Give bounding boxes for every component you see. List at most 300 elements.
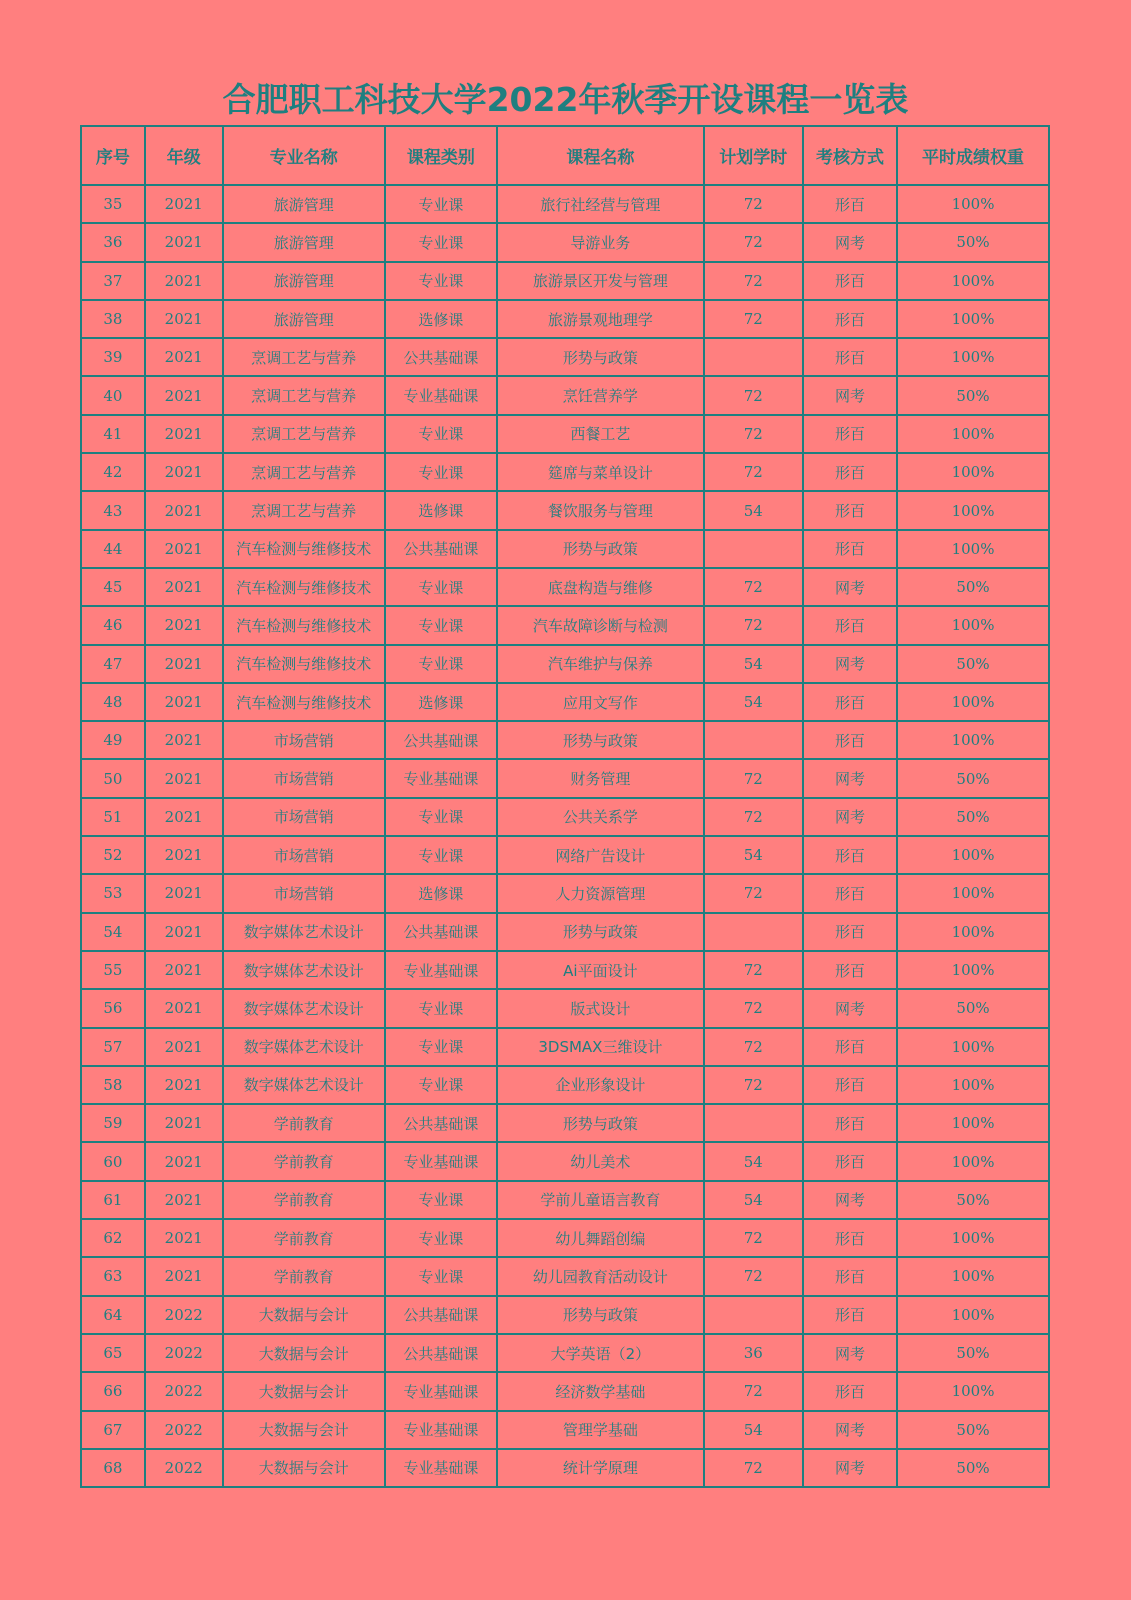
- cell-major: 学前教育: [223, 1181, 385, 1219]
- cell-index: 50: [81, 759, 145, 797]
- table-row: [81, 874, 1049, 912]
- cell-course-name: 形势与政策: [497, 1104, 704, 1142]
- table-row: [81, 951, 1049, 989]
- cell-course-name: 形势与政策: [497, 530, 704, 568]
- cell-weight: 50%: [897, 798, 1049, 836]
- cell-index: 61: [81, 1181, 145, 1219]
- table-row: [81, 1372, 1049, 1410]
- cell-major: 学前教育: [223, 1104, 385, 1142]
- header-course-name: 课程名称: [497, 126, 704, 185]
- cell-weight: 100%: [897, 606, 1049, 644]
- cell-grade: 2021: [145, 262, 223, 300]
- cell-major: 学前教育: [223, 1257, 385, 1295]
- cell-weight: 100%: [897, 913, 1049, 951]
- header-weight: 平时成绩权重: [897, 126, 1049, 185]
- table-row: [81, 1104, 1049, 1142]
- cell-planned-hours: 72: [704, 606, 803, 644]
- table-row: [81, 913, 1049, 951]
- cell-index: 53: [81, 874, 145, 912]
- table-row: [81, 1334, 1049, 1372]
- cell-weight: 100%: [897, 530, 1049, 568]
- cell-category: 专业课: [385, 185, 497, 223]
- cell-category: 选修课: [385, 300, 497, 338]
- cell-weight: 100%: [897, 1296, 1049, 1334]
- cell-major: 烹调工艺与营养: [223, 491, 385, 529]
- cell-weight: 100%: [897, 415, 1049, 453]
- cell-weight: 50%: [897, 989, 1049, 1027]
- cell-major: 汽车检测与维修技术: [223, 568, 385, 606]
- cell-major: 市场营销: [223, 798, 385, 836]
- cell-grade: 2022: [145, 1411, 223, 1449]
- cell-major: 大数据与会计: [223, 1296, 385, 1334]
- table-row: [81, 300, 1049, 338]
- cell-major: 烹调工艺与营养: [223, 453, 385, 491]
- cell-index: 67: [81, 1411, 145, 1449]
- cell-index: 62: [81, 1219, 145, 1257]
- table-row: [81, 338, 1049, 376]
- cell-weight: 100%: [897, 1219, 1049, 1257]
- header-grade: 年级: [145, 126, 223, 185]
- cell-weight: 100%: [897, 874, 1049, 912]
- cell-planned-hours: 72: [704, 798, 803, 836]
- cell-index: 37: [81, 262, 145, 300]
- cell-major: 市场营销: [223, 721, 385, 759]
- table-row: [81, 759, 1049, 797]
- cell-assessment: 形百: [803, 415, 897, 453]
- cell-planned-hours: 36: [704, 1334, 803, 1372]
- cell-index: 39: [81, 338, 145, 376]
- cell-weight: 50%: [897, 1334, 1049, 1372]
- cell-course-name: 应用文写作: [497, 683, 704, 721]
- cell-assessment: 形百: [803, 1219, 897, 1257]
- cell-assessment: 形百: [803, 1142, 897, 1180]
- cell-category: 专业课: [385, 262, 497, 300]
- cell-assessment: 形百: [803, 721, 897, 759]
- cell-category: 选修课: [385, 491, 497, 529]
- cell-planned-hours: [704, 721, 803, 759]
- cell-weight: 100%: [897, 683, 1049, 721]
- cell-planned-hours: 72: [704, 1372, 803, 1410]
- cell-category: 专业课: [385, 1257, 497, 1295]
- cell-assessment: 网考: [803, 1334, 897, 1372]
- cell-major: 数字媒体艺术设计: [223, 1028, 385, 1066]
- cell-planned-hours: 72: [704, 568, 803, 606]
- table-row: [81, 1257, 1049, 1295]
- cell-planned-hours: 72: [704, 759, 803, 797]
- cell-weight: 100%: [897, 262, 1049, 300]
- cell-course-name: 旅游景观地理学: [497, 300, 704, 338]
- cell-course-name: 3DSMAX三维设计: [497, 1028, 704, 1066]
- cell-assessment: 网考: [803, 376, 897, 414]
- cell-grade: 2021: [145, 606, 223, 644]
- cell-planned-hours: 72: [704, 300, 803, 338]
- cell-weight: 50%: [897, 1411, 1049, 1449]
- cell-category: 专业课: [385, 568, 497, 606]
- table-row: [81, 1296, 1049, 1334]
- cell-index: 43: [81, 491, 145, 529]
- cell-grade: 2022: [145, 1334, 223, 1372]
- cell-grade: 2021: [145, 1066, 223, 1104]
- cell-weight: 100%: [897, 1372, 1049, 1410]
- cell-weight: 50%: [897, 1181, 1049, 1219]
- cell-grade: 2021: [145, 798, 223, 836]
- cell-grade: 2021: [145, 376, 223, 414]
- cell-planned-hours: 54: [704, 836, 803, 874]
- cell-assessment: 网考: [803, 568, 897, 606]
- cell-course-name: 经济数学基础: [497, 1372, 704, 1410]
- table-row: [81, 1411, 1049, 1449]
- cell-planned-hours: [704, 913, 803, 951]
- cell-assessment: 网考: [803, 759, 897, 797]
- cell-index: 40: [81, 376, 145, 414]
- cell-course-name: 汽车故障诊断与检测: [497, 606, 704, 644]
- cell-assessment: 形百: [803, 683, 897, 721]
- cell-category: 专业课: [385, 606, 497, 644]
- cell-weight: 100%: [897, 1142, 1049, 1180]
- cell-major: 大数据与会计: [223, 1411, 385, 1449]
- table-row: [81, 1142, 1049, 1180]
- cell-weight: 100%: [897, 1104, 1049, 1142]
- table-row: [81, 453, 1049, 491]
- cell-major: 旅游管理: [223, 262, 385, 300]
- cell-grade: 2021: [145, 530, 223, 568]
- cell-grade: 2021: [145, 223, 223, 261]
- cell-assessment: 形百: [803, 300, 897, 338]
- cell-index: 52: [81, 836, 145, 874]
- cell-planned-hours: 72: [704, 1449, 803, 1487]
- table-row: [81, 568, 1049, 606]
- cell-weight: 100%: [897, 300, 1049, 338]
- cell-course-name: 形势与政策: [497, 338, 704, 376]
- cell-weight: 100%: [897, 1066, 1049, 1104]
- cell-planned-hours: 54: [704, 1181, 803, 1219]
- cell-assessment: 形百: [803, 491, 897, 529]
- cell-weight: 50%: [897, 645, 1049, 683]
- cell-major: 大数据与会计: [223, 1449, 385, 1487]
- cell-course-name: 幼儿舞蹈创编: [497, 1219, 704, 1257]
- cell-assessment: 形百: [803, 1028, 897, 1066]
- cell-category: 公共基础课: [385, 530, 497, 568]
- cell-category: 专业基础课: [385, 1449, 497, 1487]
- cell-planned-hours: 72: [704, 376, 803, 414]
- cell-major: 学前教育: [223, 1142, 385, 1180]
- cell-weight: 50%: [897, 376, 1049, 414]
- table-row: [81, 1449, 1049, 1487]
- cell-assessment: 形百: [803, 913, 897, 951]
- cell-grade: 2021: [145, 1181, 223, 1219]
- cell-weight: 100%: [897, 951, 1049, 989]
- cell-category: 专业课: [385, 836, 497, 874]
- cell-index: 55: [81, 951, 145, 989]
- cell-category: 公共基础课: [385, 1296, 497, 1334]
- cell-index: 35: [81, 185, 145, 223]
- cell-grade: 2021: [145, 1104, 223, 1142]
- table-row: [81, 1181, 1049, 1219]
- cell-grade: 2021: [145, 1028, 223, 1066]
- table-row: [81, 721, 1049, 759]
- cell-index: 41: [81, 415, 145, 453]
- cell-category: 专业课: [385, 645, 497, 683]
- cell-major: 烹调工艺与营养: [223, 376, 385, 414]
- cell-major: 数字媒体艺术设计: [223, 1066, 385, 1104]
- cell-assessment: 形百: [803, 1372, 897, 1410]
- cell-category: 专业基础课: [385, 376, 497, 414]
- cell-planned-hours: 72: [704, 1219, 803, 1257]
- cell-category: 专业课: [385, 1219, 497, 1257]
- table-row: [81, 1219, 1049, 1257]
- cell-grade: 2021: [145, 951, 223, 989]
- table-row: [81, 1028, 1049, 1066]
- cell-index: 51: [81, 798, 145, 836]
- cell-major: 市场营销: [223, 874, 385, 912]
- cell-category: 专业课: [385, 223, 497, 261]
- cell-grade: 2021: [145, 1257, 223, 1295]
- cell-category: 公共基础课: [385, 913, 497, 951]
- cell-index: 46: [81, 606, 145, 644]
- cell-grade: 2021: [145, 989, 223, 1027]
- header-planned-hours: 计划学时: [704, 126, 803, 185]
- cell-category: 专业基础课: [385, 759, 497, 797]
- cell-planned-hours: 72: [704, 1257, 803, 1295]
- cell-planned-hours: 72: [704, 262, 803, 300]
- cell-grade: 2021: [145, 491, 223, 529]
- table-row: [81, 798, 1049, 836]
- cell-course-name: 汽车维护与保养: [497, 645, 704, 683]
- cell-index: 36: [81, 223, 145, 261]
- cell-category: 专业课: [385, 798, 497, 836]
- cell-course-name: 餐饮服务与管理: [497, 491, 704, 529]
- cell-assessment: 形百: [803, 185, 897, 223]
- cell-planned-hours: 72: [704, 453, 803, 491]
- table-body: [81, 185, 1049, 1487]
- cell-major: 数字媒体艺术设计: [223, 913, 385, 951]
- cell-assessment: 形百: [803, 530, 897, 568]
- cell-grade: 2021: [145, 683, 223, 721]
- cell-course-name: 学前儿童语言教育: [497, 1181, 704, 1219]
- cell-planned-hours: [704, 530, 803, 568]
- header-category: 课程类别: [385, 126, 497, 185]
- cell-assessment: 网考: [803, 989, 897, 1027]
- cell-course-name: 大学英语（2）: [497, 1334, 704, 1372]
- cell-course-name: 旅行社经营与管理: [497, 185, 704, 223]
- cell-index: 45: [81, 568, 145, 606]
- cell-planned-hours: [704, 338, 803, 376]
- cell-category: 公共基础课: [385, 1334, 497, 1372]
- header-index: 序号: [81, 126, 145, 185]
- cell-category: 公共基础课: [385, 338, 497, 376]
- cell-major: 烹调工艺与营养: [223, 415, 385, 453]
- cell-course-name: 形势与政策: [497, 1296, 704, 1334]
- cell-planned-hours: 54: [704, 1411, 803, 1449]
- cell-weight: 100%: [897, 185, 1049, 223]
- cell-weight: 100%: [897, 453, 1049, 491]
- cell-index: 68: [81, 1449, 145, 1487]
- cell-course-name: 筵席与菜单设计: [497, 453, 704, 491]
- cell-category: 专业课: [385, 989, 497, 1027]
- cell-course-name: 烹饪营养学: [497, 376, 704, 414]
- cell-category: 专业课: [385, 1028, 497, 1066]
- cell-course-name: 旅游景区开发与管理: [497, 262, 704, 300]
- cell-index: 56: [81, 989, 145, 1027]
- cell-assessment: 形百: [803, 453, 897, 491]
- cell-category: 公共基础课: [385, 1104, 497, 1142]
- cell-grade: 2021: [145, 759, 223, 797]
- cell-category: 选修课: [385, 874, 497, 912]
- cell-grade: 2021: [145, 185, 223, 223]
- cell-weight: 50%: [897, 568, 1049, 606]
- table-row: [81, 185, 1049, 223]
- cell-index: 64: [81, 1296, 145, 1334]
- cell-assessment: 形百: [803, 874, 897, 912]
- cell-weight: 100%: [897, 338, 1049, 376]
- cell-planned-hours: 72: [704, 1066, 803, 1104]
- cell-planned-hours: 72: [704, 951, 803, 989]
- cell-category: 专业基础课: [385, 951, 497, 989]
- cell-course-name: 网络广告设计: [497, 836, 704, 874]
- cell-grade: 2021: [145, 1142, 223, 1180]
- cell-category: 专业基础课: [385, 1372, 497, 1410]
- cell-weight: 50%: [897, 759, 1049, 797]
- cell-planned-hours: 54: [704, 645, 803, 683]
- cell-major: 旅游管理: [223, 300, 385, 338]
- table-row: [81, 223, 1049, 261]
- cell-course-name: 统计学原理: [497, 1449, 704, 1487]
- cell-planned-hours: 54: [704, 683, 803, 721]
- page-title: 合肥职工科技大学2022年秋季开设课程一览表: [222, 80, 909, 119]
- cell-grade: 2021: [145, 568, 223, 606]
- cell-grade: 2022: [145, 1449, 223, 1487]
- cell-category: 专业课: [385, 1181, 497, 1219]
- cell-major: 汽车检测与维修技术: [223, 606, 385, 644]
- cell-category: 专业课: [385, 453, 497, 491]
- cell-major: 大数据与会计: [223, 1372, 385, 1410]
- cell-major: 旅游管理: [223, 185, 385, 223]
- cell-course-name: 底盘构造与维修: [497, 568, 704, 606]
- cell-index: 49: [81, 721, 145, 759]
- cell-index: 57: [81, 1028, 145, 1066]
- table-row: [81, 415, 1049, 453]
- header-row: [81, 126, 1049, 185]
- cell-weight: 50%: [897, 223, 1049, 261]
- cell-assessment: 形百: [803, 836, 897, 874]
- cell-index: 48: [81, 683, 145, 721]
- cell-major: 数字媒体艺术设计: [223, 951, 385, 989]
- cell-index: 66: [81, 1372, 145, 1410]
- cell-weight: 100%: [897, 1257, 1049, 1295]
- cell-weight: 50%: [897, 1449, 1049, 1487]
- table-row: [81, 262, 1049, 300]
- cell-assessment: 网考: [803, 798, 897, 836]
- cell-category: 公共基础课: [385, 721, 497, 759]
- cell-planned-hours: 72: [704, 1028, 803, 1066]
- cell-planned-hours: [704, 1104, 803, 1142]
- table-row: [81, 530, 1049, 568]
- cell-course-name: 导游业务: [497, 223, 704, 261]
- cell-major: 汽车检测与维修技术: [223, 683, 385, 721]
- cell-index: 42: [81, 453, 145, 491]
- cell-course-name: 形势与政策: [497, 913, 704, 951]
- cell-index: 47: [81, 645, 145, 683]
- cell-assessment: 形百: [803, 338, 897, 376]
- cell-category: 选修课: [385, 683, 497, 721]
- cell-major: 汽车检测与维修技术: [223, 530, 385, 568]
- table-row: [81, 376, 1049, 414]
- cell-grade: 2021: [145, 1219, 223, 1257]
- header-assessment: 考核方式: [803, 126, 897, 185]
- cell-index: 63: [81, 1257, 145, 1295]
- cell-assessment: 网考: [803, 645, 897, 683]
- cell-grade: 2022: [145, 1372, 223, 1410]
- cell-index: 54: [81, 913, 145, 951]
- cell-assessment: 形百: [803, 1296, 897, 1334]
- cell-assessment: 形百: [803, 1066, 897, 1104]
- cell-index: 58: [81, 1066, 145, 1104]
- cell-grade: 2022: [145, 1296, 223, 1334]
- cell-major: 大数据与会计: [223, 1334, 385, 1372]
- table-row: [81, 606, 1049, 644]
- cell-category: 专业基础课: [385, 1411, 497, 1449]
- table-row: [81, 683, 1049, 721]
- cell-grade: 2021: [145, 645, 223, 683]
- cell-index: 60: [81, 1142, 145, 1180]
- cell-index: 59: [81, 1104, 145, 1142]
- header-major: 专业名称: [223, 126, 385, 185]
- cell-grade: 2021: [145, 836, 223, 874]
- cell-category: 专业课: [385, 1066, 497, 1104]
- cell-course-name: 财务管理: [497, 759, 704, 797]
- cell-grade: 2021: [145, 874, 223, 912]
- cell-course-name: 管理学基础: [497, 1411, 704, 1449]
- table-row: [81, 491, 1049, 529]
- table-row: [81, 836, 1049, 874]
- cell-planned-hours: 72: [704, 415, 803, 453]
- cell-course-name: 形势与政策: [497, 721, 704, 759]
- table-row: [81, 989, 1049, 1027]
- cell-index: 65: [81, 1334, 145, 1372]
- cell-assessment: 形百: [803, 951, 897, 989]
- cell-assessment: 网考: [803, 1181, 897, 1219]
- cell-planned-hours: 72: [704, 874, 803, 912]
- cell-course-name: Ai平面设计: [497, 951, 704, 989]
- cell-index: 44: [81, 530, 145, 568]
- cell-major: 学前教育: [223, 1219, 385, 1257]
- cell-grade: 2021: [145, 300, 223, 338]
- cell-grade: 2021: [145, 415, 223, 453]
- course-table: [80, 125, 1050, 1488]
- cell-assessment: 形百: [803, 606, 897, 644]
- cell-grade: 2021: [145, 453, 223, 491]
- cell-major: 数字媒体艺术设计: [223, 989, 385, 1027]
- cell-grade: 2021: [145, 338, 223, 376]
- cell-weight: 100%: [897, 1028, 1049, 1066]
- cell-assessment: 网考: [803, 223, 897, 261]
- cell-grade: 2021: [145, 913, 223, 951]
- cell-planned-hours: 72: [704, 185, 803, 223]
- table-row: [81, 645, 1049, 683]
- cell-course-name: 人力资源管理: [497, 874, 704, 912]
- cell-planned-hours: 54: [704, 491, 803, 529]
- cell-index: 38: [81, 300, 145, 338]
- cell-planned-hours: [704, 1296, 803, 1334]
- table-row: [81, 1066, 1049, 1104]
- cell-major: 烹调工艺与营养: [223, 338, 385, 376]
- cell-planned-hours: 54: [704, 1142, 803, 1180]
- cell-assessment: 形百: [803, 1104, 897, 1142]
- cell-course-name: 幼儿园教育活动设计: [497, 1257, 704, 1295]
- cell-major: 汽车检测与维修技术: [223, 645, 385, 683]
- cell-major: 旅游管理: [223, 223, 385, 261]
- cell-course-name: 幼儿美术: [497, 1142, 704, 1180]
